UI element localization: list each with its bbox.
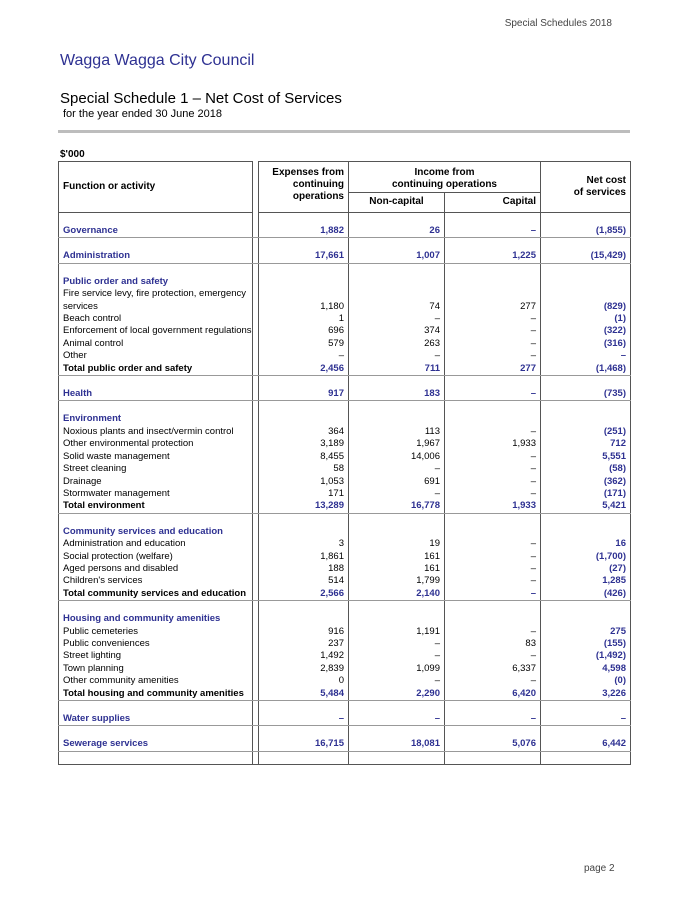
- spacer-row: [59, 601, 631, 614]
- table-row: [59, 688, 631, 701]
- cell-nc: [349, 401, 445, 414]
- cell-exp: 1: [259, 313, 349, 325]
- table-row: [59, 575, 631, 587]
- cell-exp: 16,715: [259, 738, 349, 751]
- table-row: [59, 488, 631, 500]
- row-label: Children's services: [59, 575, 253, 587]
- cell-net: –: [541, 350, 631, 362]
- cell-exp: –: [259, 713, 349, 726]
- table-row: [59, 451, 631, 463]
- cell-nc: [349, 726, 445, 739]
- cell-cap: [445, 401, 541, 414]
- cell-net: (362): [541, 476, 631, 488]
- cell-exp: 2,456: [259, 363, 349, 376]
- cell-cap: [445, 263, 541, 276]
- cell-nc: 263: [349, 338, 445, 350]
- row-label: Total environment: [59, 500, 253, 513]
- row-label: Health: [59, 388, 253, 401]
- header-capital: Capital: [445, 193, 541, 212]
- table-row: [59, 313, 631, 325]
- table-row: [59, 225, 631, 238]
- cell-nc: 14,006: [349, 451, 445, 463]
- cell-net: 5,421: [541, 500, 631, 513]
- table-row: [59, 713, 631, 726]
- spacer-row: [59, 701, 631, 714]
- table-row: [59, 551, 631, 563]
- table-row: [59, 438, 631, 450]
- cell-net: [541, 263, 631, 276]
- row-label: Enforcement of local government regulations: [59, 325, 253, 337]
- row-label: Administration: [59, 250, 253, 263]
- cell-nc: [349, 601, 445, 614]
- table-row: [59, 463, 631, 475]
- cell-net: (251): [541, 426, 631, 438]
- table-row: [59, 663, 631, 675]
- cell-cap: 277: [445, 363, 541, 376]
- cell-nc: [349, 613, 445, 625]
- cell-exp: –: [259, 350, 349, 362]
- cell-nc: 1,799: [349, 575, 445, 587]
- spacer-row: [59, 401, 631, 414]
- row-label: Fire service levy, fire protection, emergency: [59, 288, 253, 300]
- row-label: Public conveniences: [59, 638, 253, 650]
- table-row: [59, 476, 631, 488]
- cell-net: 5,551: [541, 451, 631, 463]
- spacer-row: [59, 513, 631, 526]
- cell-net: (1): [541, 313, 631, 325]
- cell-nc: 16,778: [349, 500, 445, 513]
- cell-cap: –: [445, 338, 541, 350]
- cell-net: (1,855): [541, 225, 631, 238]
- spacer-row: [59, 238, 631, 251]
- cell-cap: 1,933: [445, 500, 541, 513]
- cell-cap: 5,076: [445, 738, 541, 751]
- row-label: Public order and safety: [59, 276, 253, 288]
- cell-exp: 1,053: [259, 476, 349, 488]
- table-row: [59, 426, 631, 438]
- row-label: [59, 238, 253, 251]
- row-label: [59, 726, 253, 739]
- cell-net: [541, 413, 631, 425]
- cell-nc: –: [349, 713, 445, 726]
- row-label: Town planning: [59, 663, 253, 675]
- cell-nc: –: [349, 313, 445, 325]
- cell-nc: –: [349, 463, 445, 475]
- cell-net: 712: [541, 438, 631, 450]
- cell-exp: 58: [259, 463, 349, 475]
- net-cost-table: [58, 161, 631, 765]
- cell-cap: –: [445, 463, 541, 475]
- row-label: [59, 601, 253, 614]
- cell-cap: –: [445, 426, 541, 438]
- row-label: Environment: [59, 413, 253, 425]
- cell-exp: [259, 513, 349, 526]
- table-row: [59, 675, 631, 687]
- row-label: Total public order and safety: [59, 363, 253, 376]
- cell-net: (1,492): [541, 650, 631, 662]
- cell-cap: [445, 376, 541, 389]
- cell-net: [541, 601, 631, 614]
- cell-cap: [445, 213, 541, 226]
- cell-net: [541, 613, 631, 625]
- header-noncapital: Non-capital: [349, 193, 445, 212]
- cell-nc: 161: [349, 563, 445, 575]
- spacer-row: [59, 213, 631, 226]
- cell-nc: –: [349, 638, 445, 650]
- cell-exp: 13,289: [259, 500, 349, 513]
- cell-cap: –: [445, 563, 541, 575]
- table-row: [59, 363, 631, 376]
- table-row: [59, 301, 631, 313]
- cell-net: 6,442: [541, 738, 631, 751]
- cell-nc: 711: [349, 363, 445, 376]
- cell-exp: 17,661: [259, 250, 349, 263]
- cell-net: (0): [541, 675, 631, 687]
- row-label: Total housing and community amenities: [59, 688, 253, 701]
- cell-exp: [259, 288, 349, 300]
- cell-exp: [259, 376, 349, 389]
- cell-exp: 5,484: [259, 688, 349, 701]
- cell-cap: [445, 276, 541, 288]
- table-row: [59, 638, 631, 650]
- cell-exp: [259, 726, 349, 739]
- cell-cap: –: [445, 713, 541, 726]
- cell-exp: 3: [259, 538, 349, 550]
- cell-nc: [349, 288, 445, 300]
- cell-net: (322): [541, 325, 631, 337]
- running-header: Special Schedules 2018: [504, 18, 612, 29]
- table-row: [59, 388, 631, 401]
- row-label: Housing and community amenities: [59, 613, 253, 625]
- cell-exp: [259, 601, 349, 614]
- cell-exp: 514: [259, 575, 349, 587]
- schedule-title: Special Schedule 1 – Net Cost of Services: [60, 90, 342, 107]
- row-label: Stormwater management: [59, 488, 253, 500]
- cell-nc: 1,967: [349, 438, 445, 450]
- cell-net: (1,468): [541, 363, 631, 376]
- row-label: Other environmental protection: [59, 438, 253, 450]
- table-row: [59, 350, 631, 362]
- cell-cap: –: [445, 538, 541, 550]
- table-row: [59, 288, 631, 300]
- table-row: [59, 276, 631, 288]
- cell-cap: –: [445, 225, 541, 238]
- cell-cap: [445, 613, 541, 625]
- cell-exp: 1,882: [259, 225, 349, 238]
- cell-cap: 1,933: [445, 438, 541, 450]
- cell-cap: [445, 413, 541, 425]
- cell-exp: 1,180: [259, 301, 349, 313]
- cell-nc: 113: [349, 426, 445, 438]
- cell-net: (27): [541, 563, 631, 575]
- cell-net: 1,285: [541, 575, 631, 587]
- cell-exp: 917: [259, 388, 349, 401]
- table-row: [59, 500, 631, 513]
- row-label: services: [59, 301, 253, 313]
- cell-net: [541, 376, 631, 389]
- cell-net: (171): [541, 488, 631, 500]
- units-label: $'000: [60, 149, 85, 160]
- header-function: Function or activity: [59, 162, 253, 213]
- header-income: Income from continuing operations: [349, 162, 541, 193]
- cell-cap: 83: [445, 638, 541, 650]
- cell-nc: [349, 213, 445, 226]
- spacer-row: [59, 263, 631, 276]
- cell-cap: [445, 751, 541, 764]
- cell-exp: [259, 413, 349, 425]
- cell-cap: [445, 701, 541, 714]
- cell-nc: 1,099: [349, 663, 445, 675]
- cell-nc: [349, 413, 445, 425]
- table-row: [59, 325, 631, 337]
- row-label: Aged persons and disabled: [59, 563, 253, 575]
- cell-exp: 237: [259, 638, 349, 650]
- cell-exp: 579: [259, 338, 349, 350]
- cell-cap: [445, 288, 541, 300]
- row-label: Other community amenities: [59, 675, 253, 687]
- cell-exp: 2,566: [259, 588, 349, 601]
- cell-cap: –: [445, 476, 541, 488]
- table-row: [59, 650, 631, 662]
- cell-exp: 0: [259, 675, 349, 687]
- cell-net: [541, 526, 631, 538]
- cell-exp: 916: [259, 626, 349, 638]
- cell-exp: [259, 401, 349, 414]
- row-label: Administration and education: [59, 538, 253, 550]
- cell-cap: –: [445, 675, 541, 687]
- cell-cap: –: [445, 350, 541, 362]
- cell-cap: –: [445, 650, 541, 662]
- cell-net: [541, 726, 631, 739]
- cell-exp: 2,839: [259, 663, 349, 675]
- cell-exp: 1,492: [259, 650, 349, 662]
- cell-net: [541, 213, 631, 226]
- title-rule: [58, 130, 630, 133]
- cell-nc: 18,081: [349, 738, 445, 751]
- cell-cap: –: [445, 551, 541, 563]
- cell-net: 3,226: [541, 688, 631, 701]
- cell-nc: 374: [349, 325, 445, 337]
- cell-net: 275: [541, 626, 631, 638]
- cell-exp: 171: [259, 488, 349, 500]
- cell-net: (1,700): [541, 551, 631, 563]
- cell-net: 4,598: [541, 663, 631, 675]
- cell-cap: –: [445, 588, 541, 601]
- row-label: Community services and education: [59, 526, 253, 538]
- cell-cap: 6,420: [445, 688, 541, 701]
- cell-net: [541, 288, 631, 300]
- cell-cap: [445, 238, 541, 251]
- cell-nc: 26: [349, 225, 445, 238]
- page-number: page 2: [584, 863, 615, 874]
- row-label: Public cemeteries: [59, 626, 253, 638]
- cell-exp: 8,455: [259, 451, 349, 463]
- cell-nc: 691: [349, 476, 445, 488]
- cell-nc: 161: [349, 551, 445, 563]
- cell-exp: [259, 263, 349, 276]
- cell-net: [541, 238, 631, 251]
- cell-nc: 1,191: [349, 626, 445, 638]
- cell-cap: –: [445, 313, 541, 325]
- cell-net: (15,429): [541, 250, 631, 263]
- cell-nc: –: [349, 350, 445, 362]
- spacer-row: [59, 751, 631, 764]
- header-net: Net cost of services: [541, 162, 631, 213]
- row-label: [59, 701, 253, 714]
- row-label: Water supplies: [59, 713, 253, 726]
- row-label: Governance: [59, 225, 253, 238]
- table-row: [59, 413, 631, 425]
- cell-cap: 6,337: [445, 663, 541, 675]
- row-label: Other: [59, 350, 253, 362]
- row-label: Street lighting: [59, 650, 253, 662]
- cell-nc: –: [349, 488, 445, 500]
- cell-cap: [445, 513, 541, 526]
- header-expenses: Expenses from continuing operations: [259, 162, 349, 213]
- cell-exp: 696: [259, 325, 349, 337]
- cell-cap: –: [445, 388, 541, 401]
- row-label: Street cleaning: [59, 463, 253, 475]
- cell-net: (426): [541, 588, 631, 601]
- table-row: [59, 588, 631, 601]
- row-label: [59, 263, 253, 276]
- cell-exp: [259, 701, 349, 714]
- row-label: Drainage: [59, 476, 253, 488]
- table-row: [59, 250, 631, 263]
- spacer-row: [59, 726, 631, 739]
- row-label: Beach control: [59, 313, 253, 325]
- row-label: [59, 751, 253, 764]
- cell-nc: [349, 526, 445, 538]
- council-name: Wagga Wagga City Council: [60, 52, 255, 69]
- cell-net: –: [541, 713, 631, 726]
- table-row: [59, 738, 631, 751]
- cell-nc: [349, 751, 445, 764]
- cell-net: [541, 401, 631, 414]
- cell-net: (829): [541, 301, 631, 313]
- cell-nc: [349, 701, 445, 714]
- cell-exp: [259, 238, 349, 251]
- table-row: [59, 538, 631, 550]
- cell-cap: [445, 601, 541, 614]
- cell-net: [541, 751, 631, 764]
- cell-nc: 2,140: [349, 588, 445, 601]
- row-label: [59, 401, 253, 414]
- cell-nc: 19: [349, 538, 445, 550]
- cell-cap: 1,225: [445, 250, 541, 263]
- cell-cap: 277: [445, 301, 541, 313]
- cell-nc: [349, 263, 445, 276]
- spacer-row: [59, 376, 631, 389]
- row-label: Solid waste management: [59, 451, 253, 463]
- row-label: Total community services and education: [59, 588, 253, 601]
- cell-nc: 2,290: [349, 688, 445, 701]
- cell-cap: [445, 726, 541, 739]
- cell-net: (735): [541, 388, 631, 401]
- cell-exp: 1,861: [259, 551, 349, 563]
- cell-nc: 183: [349, 388, 445, 401]
- cell-net: (58): [541, 463, 631, 475]
- cell-net: [541, 701, 631, 714]
- cell-cap: –: [445, 451, 541, 463]
- table-row: [59, 526, 631, 538]
- cell-net: (155): [541, 638, 631, 650]
- row-label: Animal control: [59, 338, 253, 350]
- cell-nc: 74: [349, 301, 445, 313]
- cell-nc: [349, 376, 445, 389]
- cell-net: (316): [541, 338, 631, 350]
- cell-exp: 364: [259, 426, 349, 438]
- cell-exp: 188: [259, 563, 349, 575]
- cell-cap: [445, 526, 541, 538]
- cell-exp: [259, 526, 349, 538]
- cell-exp: [259, 751, 349, 764]
- cell-nc: 1,007: [349, 250, 445, 263]
- cell-exp: [259, 213, 349, 226]
- table-row: [59, 563, 631, 575]
- cell-cap: –: [445, 575, 541, 587]
- cell-nc: [349, 276, 445, 288]
- table-row: [59, 613, 631, 625]
- table-row: [59, 626, 631, 638]
- table-row: [59, 338, 631, 350]
- cell-net: [541, 276, 631, 288]
- cell-cap: –: [445, 488, 541, 500]
- cell-net: [541, 513, 631, 526]
- cell-nc: –: [349, 675, 445, 687]
- cell-cap: –: [445, 325, 541, 337]
- row-label: [59, 513, 253, 526]
- cell-nc: [349, 513, 445, 526]
- cell-nc: –: [349, 650, 445, 662]
- row-label: Social protection (welfare): [59, 551, 253, 563]
- row-label: Noxious plants and insect/vermin control: [59, 426, 253, 438]
- cell-exp: [259, 276, 349, 288]
- row-label: [59, 376, 253, 389]
- schedule-subtitle: for the year ended 30 June 2018: [63, 108, 223, 120]
- cell-exp: [259, 613, 349, 625]
- row-label: Sewerage services: [59, 738, 253, 751]
- cell-exp: 3,189: [259, 438, 349, 450]
- cell-net: 16: [541, 538, 631, 550]
- row-label: [59, 213, 253, 226]
- cell-nc: [349, 238, 445, 251]
- cell-cap: –: [445, 626, 541, 638]
